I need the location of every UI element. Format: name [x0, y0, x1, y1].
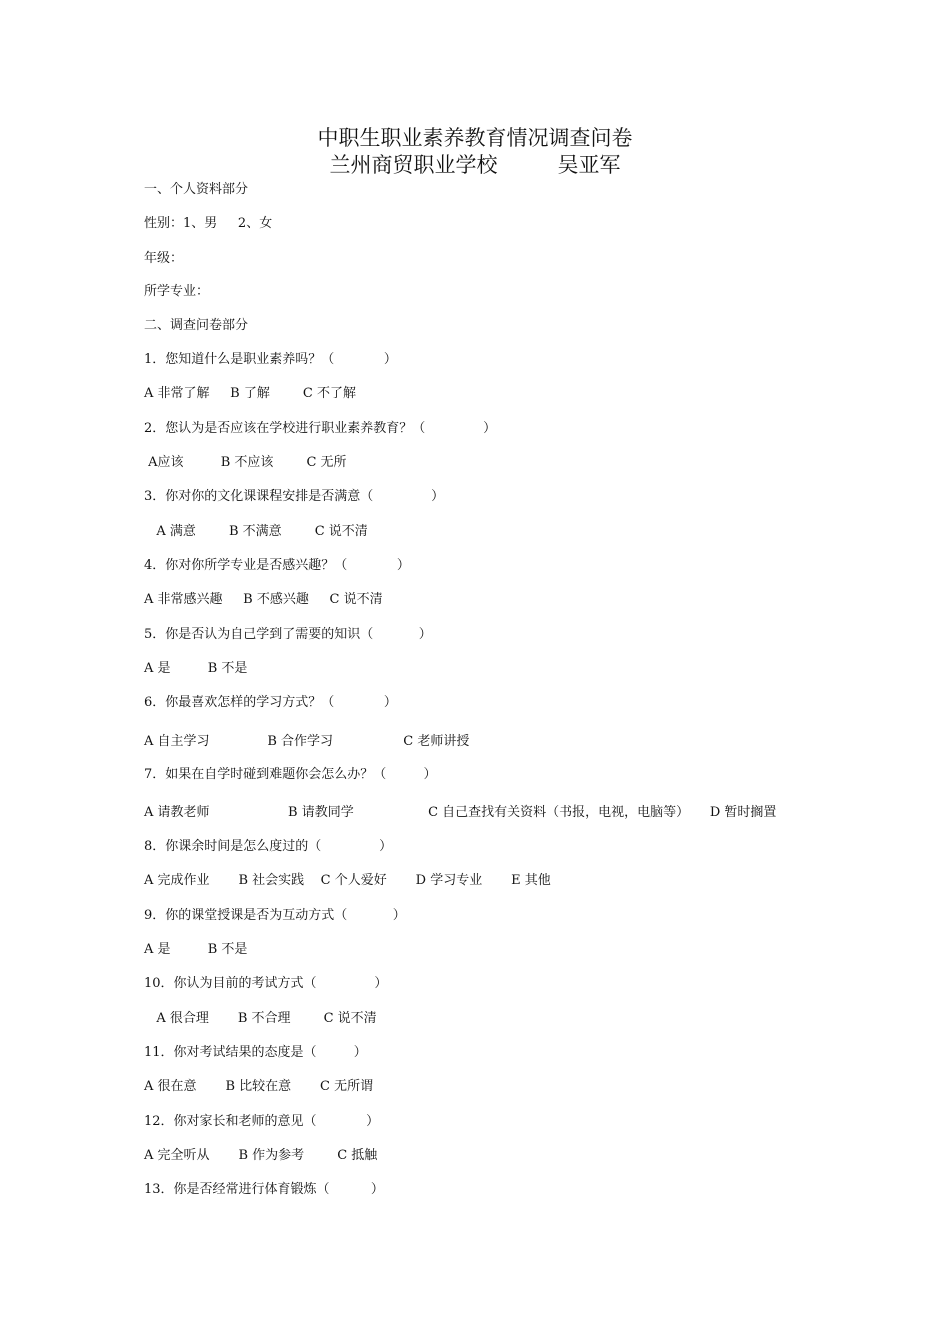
form-line: 年级：	[144, 251, 184, 266]
question: 13．你是否经常进行体育锻炼（ ）	[144, 1182, 384, 1197]
answer-options: A 完成作业 B 社会实践 C 个人爱好 D 学习专业 E 其他	[144, 873, 551, 888]
answer-options: A 自主学习 B 合作学习 C 老师讲授	[144, 734, 470, 749]
answer-options: A 非常了解 B 了解 C 不了解	[144, 386, 357, 401]
question: 1．您知道什么是职业素养吗？（ ）	[144, 352, 397, 367]
question: 4．你对你所学专业是否感兴趣？（ ）	[144, 558, 410, 573]
question: 5．你是否认为自己学到了需要的知识（ ）	[144, 627, 432, 642]
question: 6．你最喜欢怎样的学习方式？（ ）	[144, 695, 397, 710]
question: 9．你的课堂授课是否为互动方式（ ）	[144, 908, 406, 923]
question: 11．你对考试结果的态度是（ ）	[144, 1045, 367, 1060]
answer-options: A 满意 B 不满意 C 说不清	[144, 524, 368, 539]
question: 3．你对你的文化课课程安排是否满意（ ）	[144, 489, 445, 504]
answer-options: A 很合理 B 不合理 C 说不清	[144, 1011, 377, 1026]
answer-options: A 是 B 不是	[144, 661, 248, 676]
question: 10．你认为目前的考试方式（ ）	[144, 976, 388, 991]
document-subtitle: 兰州商贸职业学校 吴亚军	[329, 153, 621, 177]
section-heading: 二、调查问卷部分	[144, 318, 249, 333]
answer-options: A 很在意 B 比较在意 C 无所谓	[144, 1079, 374, 1094]
answer-options: A 是 B 不是	[144, 942, 248, 957]
answer-options: A应该 B 不应该 C 无所	[144, 455, 347, 470]
section-heading: 一、个人资料部分	[144, 182, 249, 197]
answer-options: A 完全听从 B 作为参考 C 抵触	[144, 1148, 378, 1163]
document-title: 中职生职业素养教育情况调查问卷	[317, 126, 633, 150]
question: 7．如果在自学时碰到难题你会怎么办？（ ）	[144, 767, 437, 782]
question: 2．您认为是否应该在学校进行职业素养教育？（ ）	[144, 421, 497, 436]
form-line: 性别：1、男 2、女	[144, 216, 273, 231]
question: 12．你对家长和老师的意见（ ）	[144, 1114, 380, 1129]
answer-options: A 请教老师 B 请教同学 C 自己查找有关资料（书报，电视，电脑等） D 暂时搁置	[144, 805, 777, 820]
form-line: 所学专业：	[144, 284, 210, 299]
answer-options: A 非常感兴趣 B 不感兴趣 C 说不清	[144, 592, 383, 607]
question: 8．你课余时间是怎么度过的（ ）	[144, 839, 393, 854]
